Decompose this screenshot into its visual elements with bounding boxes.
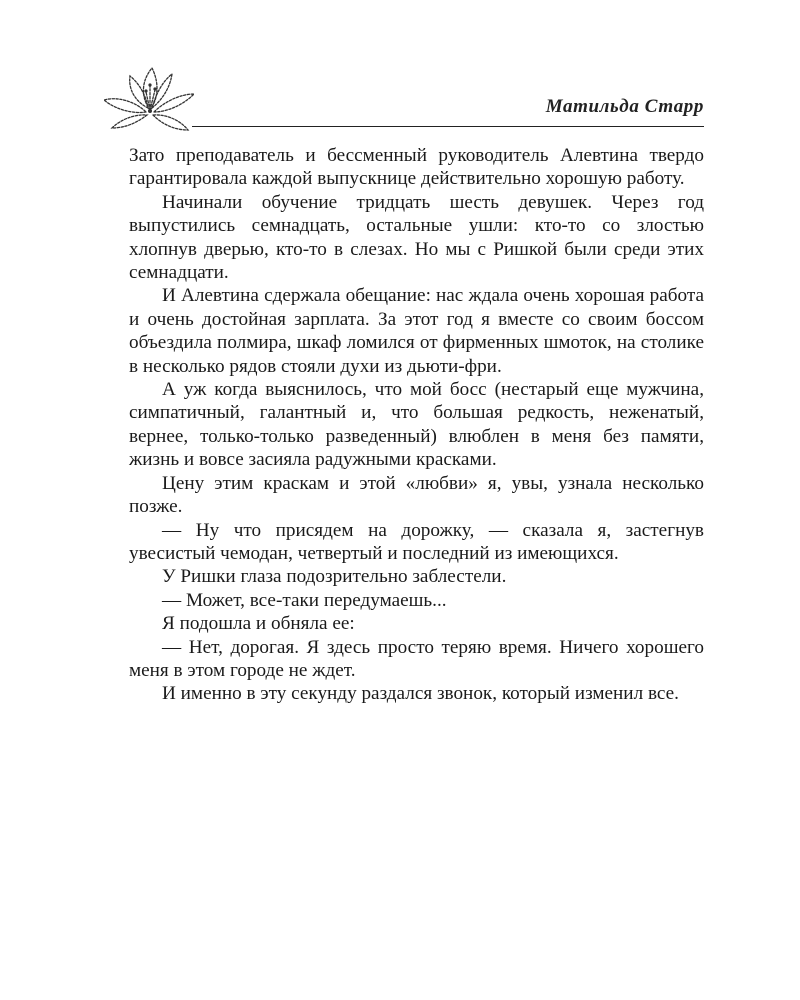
paragraph: Цену этим краскам и этой «любви» я, увы, узнала несколько позже. <box>129 472 704 518</box>
paragraph: У Ришки глаза подозрительно заблестели. <box>162 566 507 588</box>
header-rule <box>192 126 704 127</box>
dialogue-paragraph: — Может, все-таки передумаешь... <box>162 589 447 611</box>
paragraph: И именно в эту секунду раздался звонок, который изменил все. <box>162 683 679 705</box>
lily-flower-icon <box>100 62 200 134</box>
paragraph: Начинали обучение тридцать шесть девушек. Через год выпустились семнадцать, остальные ушли: кто-то со злостью хлопнув дверью, кто-то в слезах. Но мы с Ришкой были среди этих семнадцати. <box>129 191 704 284</box>
dialogue-paragraph: — Ну что присядем на дорожку, — сказала я, застегнув увесистый чемодан, четвертый и последний из имеющихся. <box>129 519 704 564</box>
paragraph: И Алевтина сдержала обещание: нас ждала очень хорошая работа и очень достойная зарплата. За этот год я вместе со своим боссом объездила полмира, шкаф ломился от фирменных шмоток, на столике в несколько рядов стояли духи из дьюти-фри. <box>129 285 704 377</box>
dialogue-paragraph: — Нет, дорогая. Я здесь просто теряю время. Ничего хорошего меня в этом городе не ждет. <box>129 636 704 681</box>
page-header <box>100 62 710 134</box>
paragraph: А уж когда выяснилось, что мой босс (нестарый еще мужчина, симпатичный, галантный и, что большая редкость, неженатый, вернее, только-только разведенный) влюблен в меня без памяти, жизнь и вовсе засияла радужными красками. <box>129 379 704 471</box>
body-text <box>129 144 704 706</box>
paragraph: Зато преподаватель и бессменный руководитель Алевтина твердо гарантировала каждой выпускнице действительно хорошую работу. <box>129 145 704 190</box>
paragraph: Я подошла и обняла ее: <box>162 613 355 635</box>
running-head-author: Матильда Старр <box>545 96 704 117</box>
